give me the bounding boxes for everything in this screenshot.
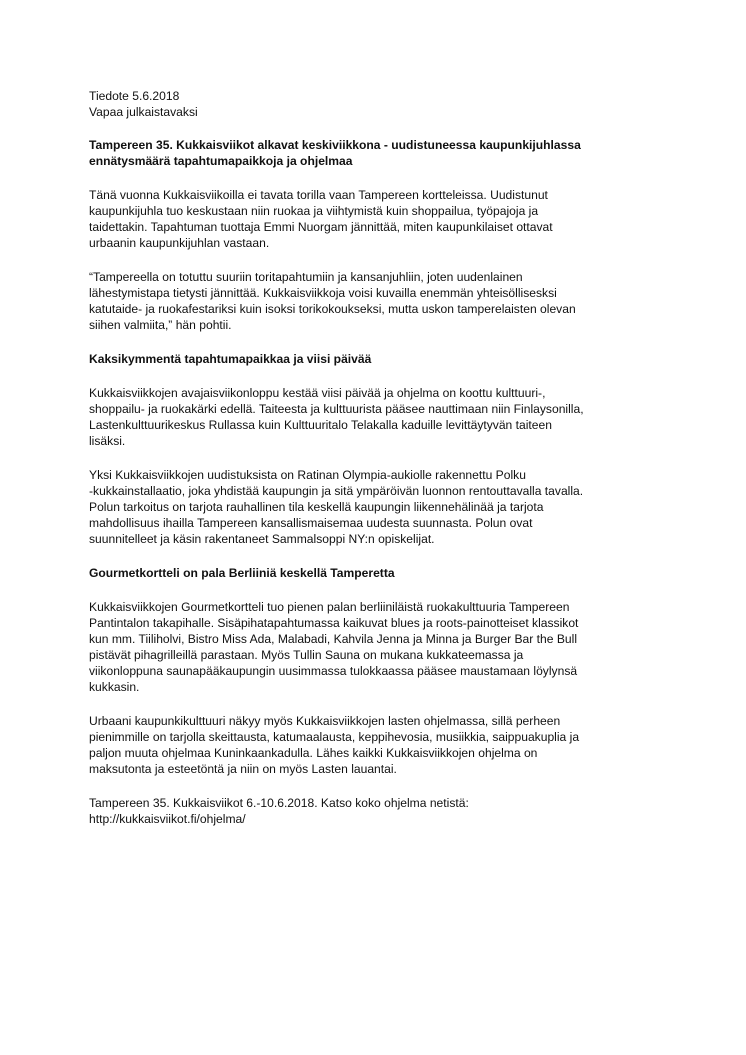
text-line: lisäksi.: [89, 434, 126, 448]
text-line: Lastenkulttuurikeskus Rullassa kuin Kulttuuritalo Telakalla kaduille levittäytyvän taiteen: [89, 418, 552, 432]
venues-paragraph-1: [89, 385, 669, 449]
text-line: kun mm. Tiiliholvi, Bistro Miss Ada, Malabadi, Kahvila Jenna ja Minna ja Burger Bar the Bull: [89, 632, 578, 646]
gourmet-paragraph-1: [89, 599, 669, 695]
text-line: pienimmille on tarjolla skeittausta, katumaalausta, keppihevosia, musiikkia, saippuakuplia ja: [89, 730, 580, 744]
text-line: Kukkaisviikkojen avajaisviikonloppu kestää viisi päivää ja ohjelma on koottu kulttuuri-,: [89, 386, 546, 400]
intro-paragraph: [89, 187, 669, 251]
gourmet-paragraph-2: [89, 713, 669, 777]
text-line: katutaide- ja ruokafestariksi kuin isoksi torikokoukseksi, mutta uskon tamperelaisten olevan: [89, 302, 576, 316]
title-line: ennätysmäärä tapahtumapaikkoja ja ohjelmaa: [89, 154, 353, 168]
section-heading-venues: Kaksikymmentä tapahtumapaikkaa ja viisi päivää: [89, 352, 372, 366]
text-line: Tampereen 35. Kukkaisviikot 6.-10.6.2018. Katso koko ohjelma netistä:: [89, 796, 469, 810]
release-meta: [89, 88, 669, 120]
title-line: Tampereen 35. Kukkaisviikot alkavat keskiviikkona - uudistuneessa kaupunkijuhlassa: [89, 138, 581, 152]
text-line: Pantintalon takapihalle. Sisäpihatapahtumassa kaikuvat blues ja roots-painotteiset klassikot: [89, 616, 579, 630]
venues-paragraph-2: [89, 467, 669, 547]
text-line: Urbaani kaupunkikulttuuri näkyy myös Kukkaisviikkojen lasten ohjelmassa, sillä perheen: [89, 714, 561, 728]
text-line: shoppailu- ja ruokakärki edellä. Taiteesta ja kulttuurista pääsee nauttimaan niin Finlaysonilla,: [89, 402, 584, 416]
text-line: lähestymistapa tietysti jännittää. Kukkaisviikkoja voisi kuvailla enemmän yhteisöllisesksi: [89, 286, 557, 300]
text-line: -kukkainstallaatio, joka yhdistää kaupungin ja sitä ympäröivän luonnon rentouttavalla tavalla.: [89, 484, 584, 498]
text-line: Tänä vuonna Kukkaisviikoilla ei tavata torilla vaan Tampereen kortteleissa. Uudistunut: [89, 188, 548, 202]
text-line: maksutonta ja esteetöntä ja niin on myös Lasten lauantai.: [89, 762, 397, 776]
section-heading-gourmet: Gourmetkortteli on pala Berliiniä keskellä Tamperetta: [89, 566, 395, 580]
release-status: Vapaa julkaistavaksi: [89, 105, 198, 119]
text-line: Polun tarkoitus on tarjota rauhallinen tila keskellä kaupungin liikennehälinää ja tarjota: [89, 500, 544, 514]
text-line: taidettakin. Tapahtuman tuottaja Emmi Nuorgam jännittää, miten kaupunkilaiset ottavat: [89, 220, 553, 234]
text-line: “Tampereella on totuttu suuriin toritapahtumiin ja kansanjuhliin, joten uudenlainen: [89, 270, 523, 284]
text-line: paljon muuta ohjelmaa Kuninkaankadulla. Lähes kaikki Kukkaisviikkojen ohjelma on: [89, 746, 538, 760]
quote-paragraph: [89, 269, 669, 333]
text-line: suunnitelleet ja käsin rakentaneet Sammalsoppi NY:n opiskelijat.: [89, 532, 435, 546]
press-release-document: [89, 88, 669, 827]
text-line: Kukkaisviikkojen Gourmetkortteli tuo pienen palan berliiniläistä ruokakulttuuria Tampereen: [89, 600, 570, 614]
text-line: kaupunkijuhla tuo keskustaan niin ruokaa ja viihtymistä kuin shoppailua, työpajoja ja: [89, 204, 539, 218]
text-line: urbaanin kaupunkijuhlan vastaan.: [89, 236, 270, 250]
text-line: Yksi Kukkaisviikkojen uudistuksista on Ratinan Olympia-aukiolle rakennettu Polku: [89, 468, 526, 482]
text-line: pistävät pihagrilleillä parastaan. Myös Tullin Sauna on mukana kukkateemassa ja: [89, 648, 524, 662]
text-line: mahdollisuus ihailla Tampereen kansallismaisemaa uudesta suunnasta. Polun ovat: [89, 516, 533, 530]
footer-paragraph: [89, 795, 669, 827]
text-line: siihen valmiita,” hän pohtii.: [89, 318, 232, 332]
program-url: http://kukkaisviikot.fi/ohjelma/: [89, 812, 246, 826]
text-line: viikonloppuna saunapääkaupungin uusimmassa tulokkaassa pääsee maustamaan löylynsä: [89, 664, 578, 678]
release-date: Tiedote 5.6.2018: [89, 89, 180, 103]
text-line: kukkasin.: [89, 680, 140, 694]
document-title: [89, 137, 669, 169]
